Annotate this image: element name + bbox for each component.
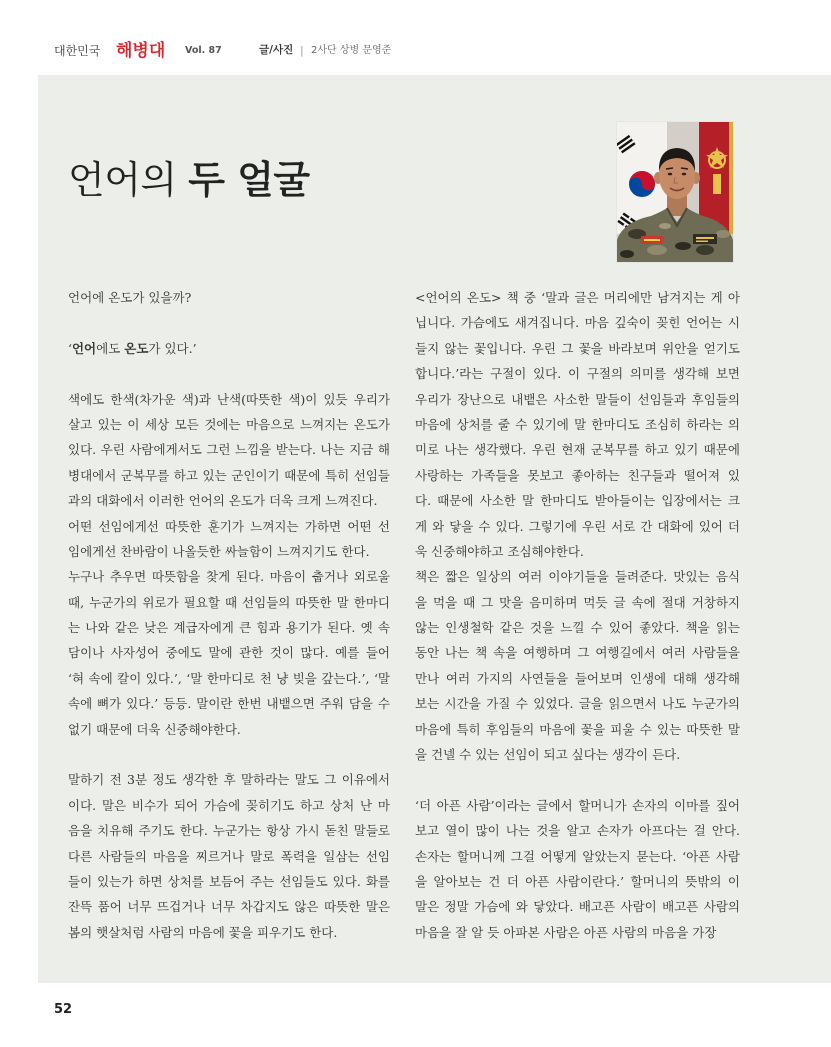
emphasis-text: 온도 xyxy=(124,340,149,356)
text-line: <언어의 온도> 책 중 ‘말과 글은 머리에만 남겨지는 게 아 xyxy=(415,290,740,305)
paragraph xyxy=(415,285,740,564)
text-line: 병대에서 군복무를 하고 있는 군인이기 때문에 특히 선임들 xyxy=(68,467,390,483)
text-block xyxy=(68,767,390,945)
text-line: ‘더 아픈 사람’이라는 글에서 할머니가 손자의 이마를 짚어 xyxy=(415,797,740,813)
text-line: 만나 여러 가지의 사연들을 들어보며 인생에 대해 생각해 xyxy=(415,670,740,686)
paragraph xyxy=(68,564,390,742)
text-block xyxy=(68,285,390,310)
paragraph xyxy=(68,285,390,310)
text-line: 않는 인생철학 같은 것을 느낄 수 있어 좋았다. 책을 읽는 xyxy=(415,620,740,636)
text-line: 책은 짧은 일상의 여러 이야기들을 들려준다. 맛있는 음식 xyxy=(415,569,740,585)
article-title xyxy=(68,155,310,205)
text-line: 손자는 할머니께 그걸 어떻게 알았는지 묻는다. ‘아픈 사람 xyxy=(415,848,740,864)
magazine-prefix: 대한민국 xyxy=(54,44,101,58)
text-line: 과의 대화에서 이러한 언어의 온도가 더욱 크게 느껴진다. xyxy=(68,493,378,509)
text-block xyxy=(415,285,740,767)
text-line: 동안 나는 책 속을 여행하며 그 여행길에서 여러 사람들을 xyxy=(415,645,740,661)
page-number: 52 xyxy=(54,1002,73,1017)
text-line: 누구나 추우면 따뜻함을 찾게 된다. 마음이 춥거나 외로울 xyxy=(68,569,390,585)
text-line: 마음에 특히 후임들의 마음에 꽃을 피울 수 있는 따뜻한 말 xyxy=(415,721,740,737)
text-line: 을 건넬 수 있는 선임이 되고 싶다는 생각이 든다. xyxy=(415,747,681,763)
text-block xyxy=(68,387,390,742)
title-bold: 두 얼굴 xyxy=(188,158,310,202)
text-line: 닙니다. 가슴에도 새겨집니다. 마음 깊숙이 꽂힌 언어는 시 xyxy=(415,315,740,331)
text-line: 말하기 전 3분 정도 생각한 후 말하라는 말도 그 이유에서 xyxy=(68,772,390,788)
magazine-name: 해병대 xyxy=(116,41,166,61)
text-segment: ‘ xyxy=(68,340,72,356)
text-line: 욱 신중해야하고 조심해야한다. xyxy=(415,543,584,559)
text-line: 마음에 상처를 줄 수 있기에 말 한마디도 조심히 하라는 의 xyxy=(415,416,740,432)
text-line: 임에게선 찬바람이 나올듯한 싸늘함이 느껴지기도 한다. xyxy=(68,543,370,559)
text-line: 다른 사람들의 마음을 찌르거나 말로 폭력을 일삼는 선임 xyxy=(68,848,390,864)
text-line xyxy=(68,336,390,361)
text-line: 담이나 사자성어 중에도 말에 관한 것이 많다. 예를 들어 xyxy=(68,645,390,661)
text-line: 게 와 닿을 수 있다. 그렇기에 우린 서로 간 대화에 있어 더 xyxy=(415,518,740,534)
text-line: 살고 있는 이 세상 모든 것에는 마음으로 느껴지는 온도가 xyxy=(68,416,390,432)
text-line: 들지 않는 꽃입니다. 우린 그 꽃을 바라보며 위안을 얻기도 xyxy=(415,340,740,356)
text-line: 음을 치유해 주기도 한다. 누군가는 항상 가시 돋친 말들로 xyxy=(68,823,390,839)
text-line: 있다. 우린 사람에게서도 그런 느낌을 받는다. 나는 지금 해 xyxy=(68,442,390,458)
paragraph xyxy=(68,767,390,945)
text-line: 잔뜩 품어 너무 뜨겁거나 너무 차갑지도 않은 따뜻한 말은 xyxy=(68,899,390,915)
text-line: 어떤 선임에게선 따뜻한 훈기가 느껴지는 가하면 어떤 선 xyxy=(68,518,390,534)
text-segment: 에도 xyxy=(96,340,125,356)
text-block xyxy=(68,336,390,361)
text-line: 봄의 햇살처럼 사람의 마음에 꽃을 피우기도 한다. xyxy=(68,924,338,940)
text-line: 색에도 한색(차가운 색)과 난색(따뜻한 색)이 있듯 우리가 xyxy=(68,391,390,407)
text-line: 미로 나는 생각했다. 우린 현재 군복무를 하고 있기 때문에 xyxy=(415,442,740,458)
text-line: 말은 정말 가슴에 와 닿았다. 배고픈 사람이 배고픈 사람의 xyxy=(415,899,740,915)
text-line: 속에 뼈가 있다.’ 등등. 말이란 한번 내뱉으면 주워 담을 수 xyxy=(68,696,390,712)
text-block xyxy=(415,793,740,945)
paragraph xyxy=(415,793,740,945)
text-line: 보고 열이 많이 나는 것을 알고 손자가 아프다는 걸 안다. xyxy=(415,823,740,839)
paragraph xyxy=(68,336,390,361)
text-line: 없기 때문에 더욱 신중해야한다. xyxy=(68,721,241,737)
credit-separator: | xyxy=(300,44,304,57)
text-line: 을 먹을 때 그 맛을 음미하며 먹듯 글 속에 절대 거창하지 xyxy=(415,594,740,610)
volume-label: Vol. 87 xyxy=(185,45,222,56)
text-line: 들이 있는가 하면 상처를 보듬어 주는 선임들도 있다. 화를 xyxy=(68,873,390,889)
paragraph xyxy=(68,514,390,565)
text-line: 마음을 잘 알 듯 아파본 사람은 아픈 사람의 마음을 가장 xyxy=(415,924,717,940)
text-segment: 가 있다.’ xyxy=(148,340,197,356)
emphasis-text: 언어 xyxy=(71,340,97,356)
credit-label: 글/사진 xyxy=(259,44,294,56)
text-line: 다. 때문에 사소한 말 한마디도 받아들이는 입장에서는 크 xyxy=(415,493,740,509)
text-line: 을 알아보는 건 더 아픈 사람이란다.’ 할머니의 뜻밖의 이 xyxy=(415,873,740,889)
title-light: 언어의 xyxy=(68,158,177,202)
paragraph xyxy=(415,564,740,767)
text-line: ‘혀 속에 칼이 있다.’, ‘말 한마디로 천 냥 빚을 갚는다.’, ‘말 xyxy=(68,670,390,686)
text-line: 합니다.’라는 구절이 있다. 이 구절의 의미를 생각해 보면 xyxy=(415,366,740,382)
text-line: 보는 시간을 가질 수 있었다. 글을 읽으면서 나도 누군가의 xyxy=(415,696,740,712)
text-line: 우리가 장난으로 내뱉은 사소한 말들이 선임들과 후임들의 xyxy=(415,391,740,407)
paragraph xyxy=(68,387,390,514)
text-line: 이다. 말은 비수가 되어 가슴에 꽂히기도 하고 상처 난 마 xyxy=(68,797,390,813)
author-photo xyxy=(617,122,733,262)
text-line: 때, 누군가의 위로가 필요할 때 선임들의 따뜻한 말 한마디 xyxy=(68,594,390,610)
left-column xyxy=(68,285,390,945)
text-line: 는 나와 같은 낮은 계급자에게 큰 힘과 용기가 된다. 옛 속 xyxy=(68,620,390,636)
text-line: 언어에 온도가 있을까? xyxy=(68,290,192,305)
credit-author: 2사단 상병 문영준 xyxy=(311,45,392,56)
right-column xyxy=(415,285,740,945)
text-line: 사랑하는 가족들을 못보고 좋아하는 친구들과 떨어져 있 xyxy=(415,467,740,483)
